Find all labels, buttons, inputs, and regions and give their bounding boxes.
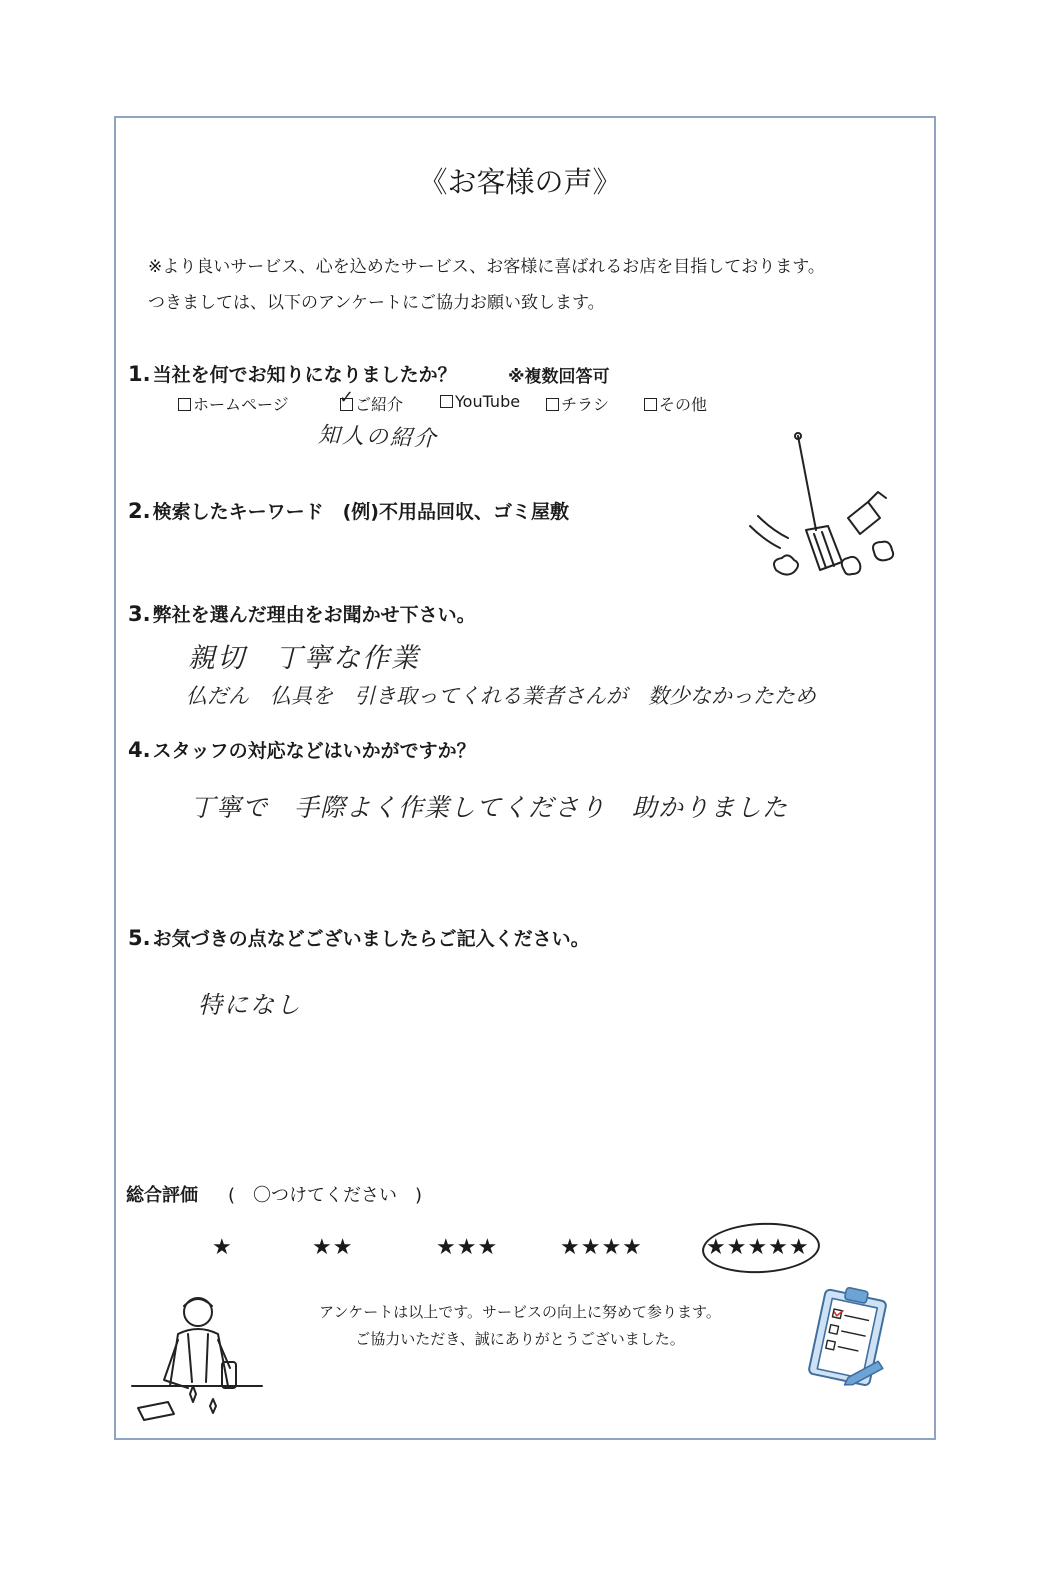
intro-line-2: つきましては、以下のアンケートにご協力お願い致します。 — [148, 293, 605, 313]
question-4-text: スタッフの対応などはいかがですか？ — [152, 740, 476, 762]
option-label: YouTube — [455, 392, 521, 411]
clipboard-icon — [800, 1285, 900, 1395]
closing-line-1: アンケートは以上です。サービスの向上に努めて参ります。 — [319, 1303, 721, 1321]
question-5 — [128, 924, 590, 951]
checkbox-referral[interactable] — [339, 387, 355, 411]
rating-label: 総合評価 — [126, 1185, 198, 1206]
question-2-number: 2. — [128, 499, 151, 523]
rating-option-4-stars[interactable]: ★★★★ — [560, 1235, 643, 1260]
rating-option-5-stars[interactable]: ★★★★★ — [706, 1235, 810, 1260]
checkbox-homepage[interactable] — [178, 398, 191, 411]
rating-option-1-star[interactable]: ★ — [212, 1235, 233, 1260]
closing-line-2: ご協力いただき、誠にありがとうございました。 — [355, 1330, 685, 1348]
multiple-answer-note: ※複数回答可 — [508, 367, 610, 387]
answer-3-line-2[interactable]: 仏だん 仏具を 引き取ってくれる業者さんが 数少なかったため — [186, 684, 816, 708]
question-5-text: お気づきの点などございましたらご記入ください。 — [152, 928, 590, 950]
question-4 — [128, 736, 476, 763]
question-1 — [128, 360, 457, 387]
question-4-number: 4. — [128, 738, 151, 762]
check-mark-icon: ✓ — [339, 387, 355, 408]
option-flyer[interactable] — [546, 392, 609, 415]
question-3 — [128, 600, 476, 627]
question-3-text: 弊社を選んだ理由をお聞かせ下さい。 — [152, 604, 476, 626]
answer-4-handwritten[interactable]: 丁寧で 手際よく作業してくださり 助かりました — [190, 793, 789, 822]
checkbox-youtube[interactable] — [440, 395, 453, 408]
question-2 — [128, 497, 569, 524]
intro-line-1: ※より良いサービス、心を込めたサービス、お客様に喜ばれるお店を目指しております。 — [148, 257, 825, 277]
option-referral[interactable] — [339, 387, 404, 415]
question-5-number: 5. — [128, 926, 151, 950]
option-homepage[interactable] — [178, 392, 289, 415]
option-label: ホームページ — [193, 395, 289, 414]
question-1-number: 1. — [128, 362, 151, 386]
question-3-number: 3. — [128, 602, 151, 626]
checkbox-other[interactable] — [644, 398, 657, 411]
answer-1-handwritten[interactable]: 知人の紹介 — [317, 422, 439, 453]
option-label: チラシ — [561, 395, 610, 414]
rating-option-2-stars[interactable]: ★★ — [312, 1235, 354, 1260]
rating-option-3-stars[interactable]: ★★★ — [436, 1235, 499, 1260]
broom-dustpan-illustration — [740, 430, 910, 590]
rating-instruction: ( 〇つけてください ) — [228, 1185, 423, 1206]
option-label: その他 — [659, 395, 708, 414]
checkbox-flyer[interactable] — [546, 398, 559, 411]
answer-5-handwritten[interactable]: 特になし — [198, 991, 302, 1019]
option-label: ご紹介 — [355, 395, 404, 414]
question-1-text: 当社を何でお知りになりましたか？ — [152, 364, 457, 386]
option-youtube[interactable] — [440, 392, 520, 411]
answer-3-line-1[interactable]: 親切 丁寧な作業 — [188, 643, 420, 674]
question-2-text: 検索したキーワード (例)不用品回収、ゴミ屋敷 — [152, 501, 569, 523]
page-title: 《お客様の声》 — [418, 165, 622, 199]
option-other[interactable] — [644, 392, 707, 415]
